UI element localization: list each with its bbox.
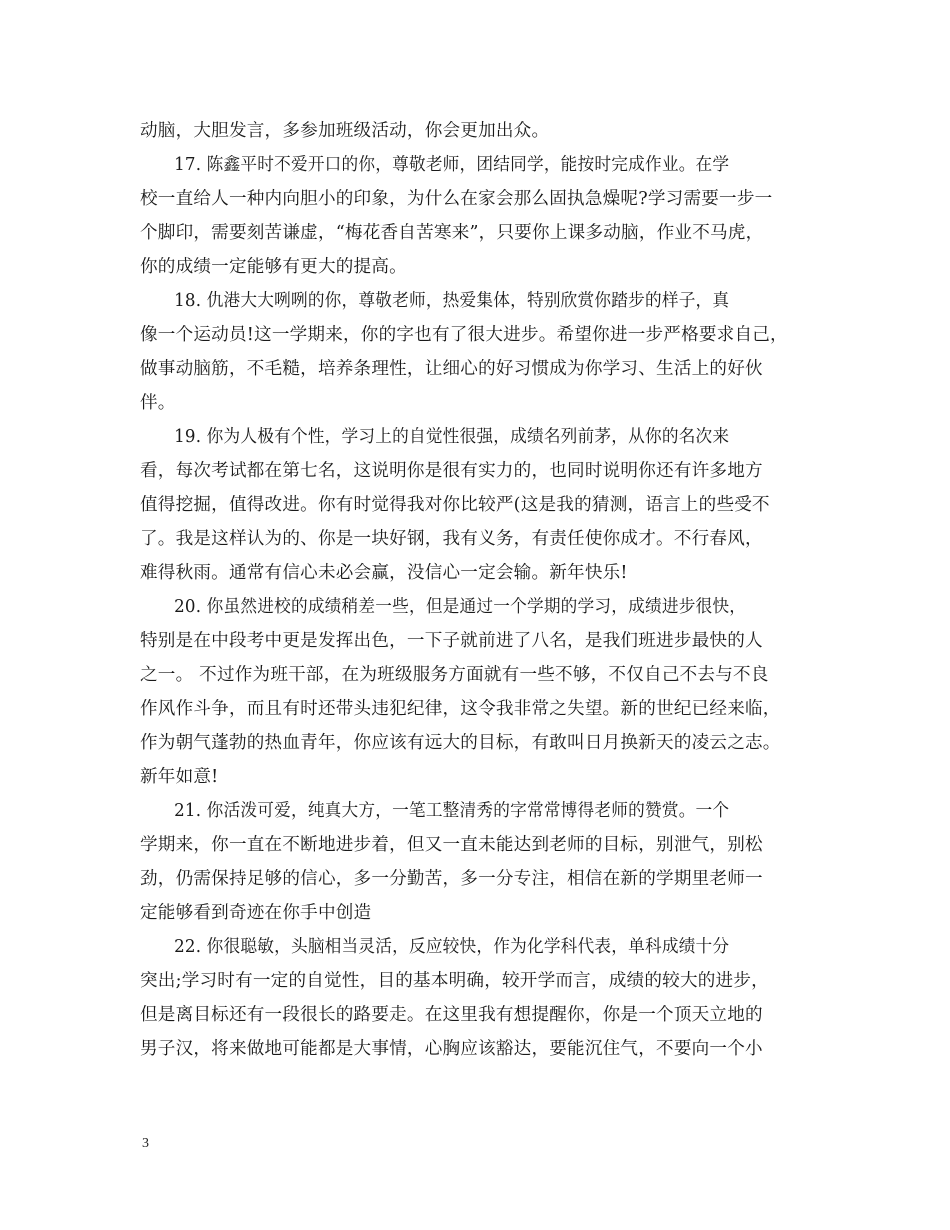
text-line: 做事动脑筋，不毛糙，培养条理性，让细心的好习惯成为你学习、生活上的好伙 xyxy=(140,359,763,379)
text-line: 你的成绩一定能够有更大的提高。 xyxy=(140,257,407,277)
page-number: 3 xyxy=(142,1136,149,1151)
text-line: 20. 你虽然进校的成绩稍差一些，但是通过一个学期的学习，成绩进步很快， xyxy=(174,597,747,617)
text-line: 劲，仍需保持足够的信心，多一分勤苦，多一分专注，相信在新的学期里老师一 xyxy=(140,869,763,889)
text-line: 之一。 不过作为班干部，在为班级服务方面就有一些不够，不仅自己不去与不良 xyxy=(140,665,769,685)
text-line: 作风作斗争，而且有时还带头违犯纪律，这令我非常之失望。新的世纪已经来临， xyxy=(140,699,781,719)
text-line: 了。我是这样认为的、你是一块好钢，我有义务，有责任使你成才。不行春风， xyxy=(140,529,763,549)
text-line: 看，每次考试都在第七名，这说明你是很有实力的，也同时说明你还有许多地方 xyxy=(140,461,763,481)
text-line: 校一直给人一种内向胆小的印象，为什么在家会那么固执急燥呢?学习需要一步一 xyxy=(140,189,773,209)
text-line: 17. 陈鑫平时不爱开口的你，尊敬老师，团结同学，能按时完成作业。在学 xyxy=(174,155,730,175)
text-line: 伴。 xyxy=(140,393,176,413)
text-line: 21. 你活泼可爱，纯真大方，一笔工整清秀的字常常博得老师的赞赏。一个 xyxy=(174,801,730,821)
text-line: 特别是在中段考中更是发挥出色，一下子就前进了八名，是我们班进步最快的人 xyxy=(140,631,763,651)
text-line: 像一个运动员!这一学期来，你的字也有了很大进步。希望你进一步严格要求自己， xyxy=(140,325,788,345)
text-line: 学期来，你一直在不断地进步着，但又一直未能达到老师的目标，别泄气，别松 xyxy=(140,835,763,855)
text-line: 22. 你很聪敏，头脑相当灵活，反应较快，作为化学科代表，单科成绩十分 xyxy=(174,937,730,957)
text-line: 突出;学习时有一定的自觉性，目的基本明确，较开学而言，成绩的较大的进步， xyxy=(140,971,769,991)
text-line: 难得秋雨。通常有信心未必会赢，没信心一定会输。新年快乐! xyxy=(140,563,628,583)
text-line: 18. 仇港大大咧咧的你，尊敬老师，热爱集体，特别欣赏你踏步的样子，真 xyxy=(174,291,730,311)
document-body xyxy=(140,114,824,1066)
text-line: 19. 你为人极有个性，学习上的自觉性很强，成绩名列前茅，从你的名次来 xyxy=(174,427,730,447)
text-line: 个脚印，需要刻苦谦虚，“梅花香自苦寒来”，只要你上课多动脑，作业不马虎， xyxy=(140,223,764,243)
text-line: 值得挖掘，值得改进。你有时觉得我对你比较严(这是我的猜测，语言上的些受不 xyxy=(140,495,770,515)
text-line: 动脑，大胆发言，多参加班级活动，你会更加出众。 xyxy=(140,121,550,141)
text-line: 但是离目标还有一段很长的路要走。在这里我有想提醒你，你是一个顶天立地的 xyxy=(140,1005,763,1025)
text-line: 新年如意! xyxy=(140,767,219,787)
text-line: 作为朝气蓬勃的热血青年，你应该有远大的目标，有敢叫日月换新天的凌云之志。 xyxy=(140,733,781,753)
text-line: 定能够看到奇迹在你手中创造 xyxy=(140,903,372,923)
text-line: 男子汉，将来做地可能都是大事情，心胸应该豁达，要能沉住气，不要向一个小 xyxy=(140,1039,763,1059)
